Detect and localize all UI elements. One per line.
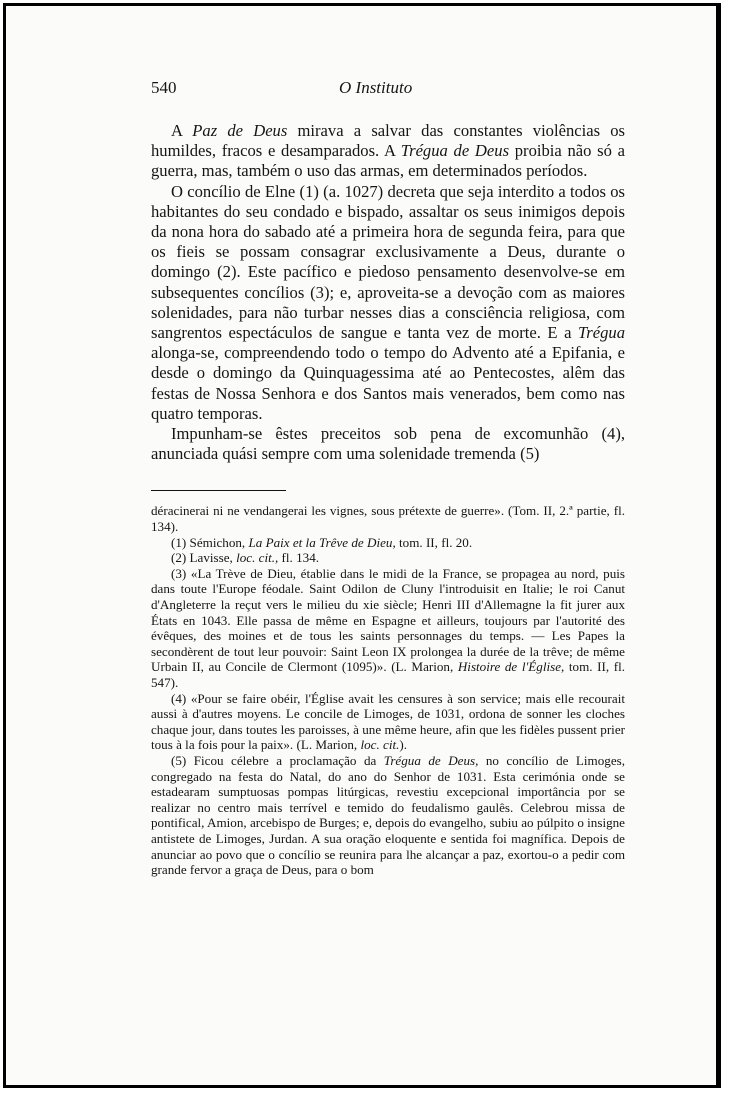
- italic-text: loc. cit.,: [236, 550, 279, 566]
- page-number: 540: [151, 78, 177, 97]
- italic-text: La Paix et la Trêve de Dieu,: [248, 534, 396, 550]
- footnote-separator: [151, 490, 286, 491]
- paragraph: [151, 424, 625, 464]
- page-header: [151, 78, 625, 100]
- text-run: alonga-se, compreendendo todo o tempo do Advento até a Epifania, e desde o domingo da Quinquagessima até ao Pentecostes, alêm das festas de Nossa Senhora e dos Santos mais venerados, bem como nas quatro temporas.: [151, 343, 625, 423]
- text-run: ).: [399, 737, 408, 753]
- footnote: [151, 691, 625, 753]
- footnote: [151, 550, 625, 566]
- italic-text: Paz de Deus: [192, 121, 288, 140]
- running-title: O Instituto: [339, 78, 413, 97]
- footnote: [151, 503, 625, 534]
- paragraph: [151, 121, 625, 182]
- text-run: proibia não só a guerra, mas, também o uso das armas, em determinados períodos.: [151, 141, 625, 181]
- text-run: (3) «La Trève de Dieu, établie dans le midi de la France, se propagea au nord, puis dans toute l'Europe féodale. Saint Odilon de Cluny l'introduisit en Italie; le roi Canut d'Angleterre la reçut vers le milieu du xie siècle; Henri III d'Allemagne la fit jurer aux États en 1043. Elle passa de même en Espagne et ailleurs, toujours par l'autorité des évêques, des moines et de tous les saints personnages du temps. — Les Papes la secondèrent de tout leur pouvoir: Saint Leon IX prolongea la durée de la trêve; de même Urbain II, au Concile de Clermont (1095)». (L. Marion,: [151, 565, 625, 675]
- italic-text: Trégua: [577, 323, 625, 343]
- text-run: tom. II, fl. 547).: [151, 659, 625, 690]
- text-run: (2) Lavisse,: [171, 550, 237, 566]
- text-run: (1) Sémichon,: [171, 534, 249, 550]
- italic-text: Trégua de Deus: [400, 141, 510, 161]
- main-text: [151, 121, 625, 464]
- text-run: O concílio de Elne (1) (a. 1027) decreta que seja interdito a todos os habitantes do seu condado e bispado, assaltar os seus inimigos depois da nona hora do sabado até a primeira hora de segunda feira, para que os fieis se possam consagrar exclusivamente a Deus, durante o domingo (2). Este pacífico e piedoso pensamento desenvolve-se em subsequentes concílios (3); e, aproveita-se a devoção com as maiores solenidades, para não turbar nesses dias a consciência religiosa, com sangrentos espectáculos de sangue e tanta vez de morte. E a: [151, 181, 625, 343]
- italic-text: loc. cit.: [360, 737, 400, 753]
- footnote: [151, 753, 625, 878]
- book-page: [151, 78, 625, 878]
- footnote: [151, 535, 625, 551]
- footnotes: [151, 503, 625, 877]
- italic-text: Trégua de Deus,: [383, 752, 479, 768]
- text-run: déracinerai ni ne vendangerai les vignes, sous prétexte de guerre». (Tom. II, 2.ª partie, fl. 134).: [151, 503, 625, 535]
- paragraph: [151, 182, 625, 424]
- text-run: tom. II, fl. 20.: [395, 534, 473, 550]
- text-run: (5) Ficou célebre a proclamação da: [171, 752, 384, 768]
- text-run: no concílio de Limoges, congregado na festa do Natal, do ano do Senhor de 1031. Esta cerimónia onde se estadearam sumptuosas pompas litúrgicas, revestiu excepcional importância por se realizar no centro mais terrível e temido do feudalismo gaulês. Celebrou missa de pontifical, Amion, arcebispo de Burges; e, depois do evangelho, subiu ao púlpito o insigne antistete de Limoges, Jurdan. A sua oração eloquente e sentida foi magnífica. Depois de anunciar ao povo que o concílio se reunira para lhe alcançar a paz, exortou-o a pedir com grande fervor a graça de Deus, para o bom: [151, 752, 626, 878]
- footnote: [151, 566, 625, 691]
- text-run: Impunham-se êstes preceitos sob pena de excomunhão (4), anunciada quási sempre com uma solenidade tremenda (5): [151, 424, 625, 464]
- italic-text: Histoire de l'Église,: [457, 659, 565, 675]
- text-run: (4) «Pour se faire obéir, l'Église avait les censures à son service; mais elle recourait aussi à d'autres moyens. Le concile de Limoges, de 1031, ordona de sonner les cloches chaque jour, dans toutes les paroisses, à une même heure, afin que les fidèles pussent prier tous à la fois pour la paix». (L. Marion,: [151, 690, 625, 753]
- text-run: mirava a salvar das constantes violências os humildes, fracos e desamparados. A: [151, 121, 625, 161]
- text-run: A: [171, 121, 193, 140]
- text-run: fl. 134.: [278, 550, 320, 566]
